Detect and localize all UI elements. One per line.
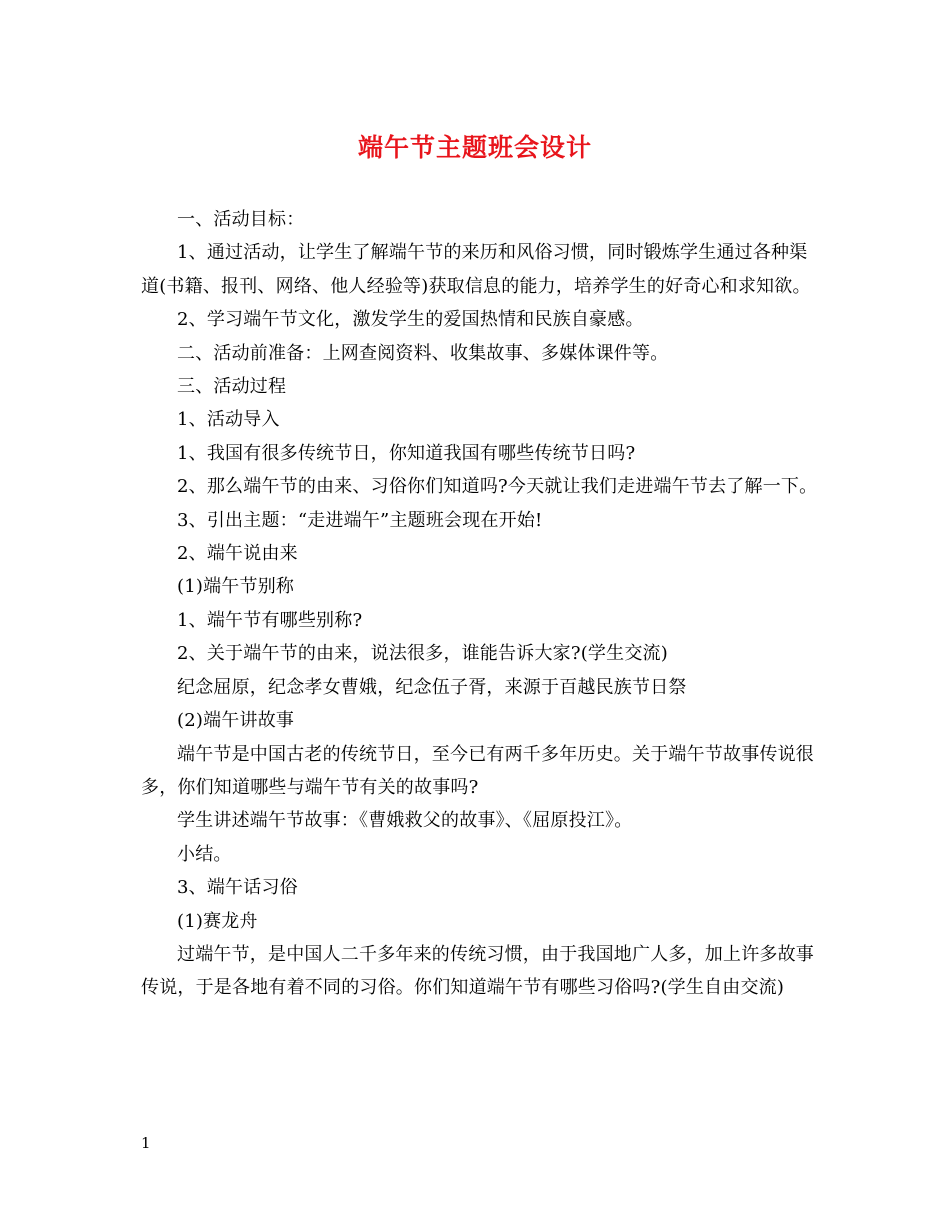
paragraph: 1、通过活动，让学生了解端午节的来历和风俗习惯，同时锻炼学生通过各种渠道(书籍、报刊、网络、他人经验等)获取信息的能力，培养学生的好奇心和求知欲。 [141, 242, 811, 297]
document-body [141, 203, 821, 1005]
paragraph: 三、活动过程 [177, 376, 287, 398]
paragraph: 2、端午说由来 [177, 543, 298, 565]
paragraph: 二、活动前准备：上网查阅资料、收集故事、多媒体课件等。 [177, 342, 669, 364]
paragraph: 1、端午节有哪些别称? [177, 609, 363, 631]
page-number: 1 [141, 1134, 151, 1152]
paragraph: 纪念屈原，纪念孝女曹娥，纪念伍子胥，来源于百越民族节日祭 [177, 676, 687, 698]
paragraph: (1)赛龙舟 [177, 910, 258, 932]
paragraph: 3、引出主题：“走进端午”主题班会现在开始! [177, 509, 543, 531]
paragraph: 1、我国有很多传统节日，你知道我国有哪些传统节日吗? [177, 442, 636, 464]
paragraph: 小结。 [177, 843, 232, 865]
paragraph: 2、学习端午节文化，激发学生的爱国热情和民族自豪感。 [177, 309, 644, 331]
paragraph: 1、活动导入 [177, 409, 280, 431]
document-title: 端午节主题班会设计 [357, 133, 592, 162]
paragraph: 端午节是中国古老的传统节日，至今已有两千多年历史。关于端午节故事传说很多，你们知道哪些与端午节有关的故事吗? [141, 743, 814, 798]
paragraph: (1)端午节别称 [177, 576, 295, 598]
paragraph: 一、活动目标： [177, 209, 305, 230]
paragraph: (2)端午讲故事 [177, 710, 295, 732]
paragraph: 学生讲述端午节故事：《曹娥救父的故事》、《屈原投江》。 [177, 810, 633, 832]
paragraph: 2、关于端午节的由来，说法很多，谁能告诉大家?(学生交流) [177, 643, 668, 665]
paragraph: 2、那么端午节的由来、习俗你们知道吗?今天就让我们走进端午节去了解一下。 [177, 476, 818, 498]
paragraph: 3、端午话习俗 [177, 877, 298, 899]
paragraph: 过端午节，是中国人二千多年来的传统习惯，由于我国地广人多，加上许多故事传说，于是各地有着不同的习俗。你们知道端午节有哪些习俗吗?(学生自由交流) [141, 943, 814, 999]
